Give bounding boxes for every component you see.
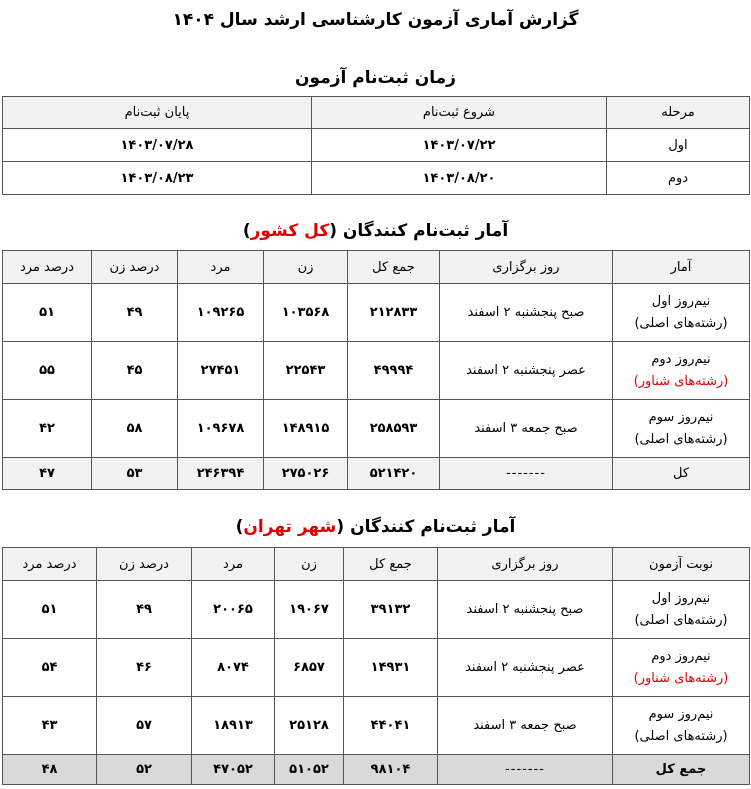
- table-row: [3, 162, 750, 195]
- header-stat: آمار: [613, 251, 750, 284]
- day-cell: عصر پنجشنبه ۲ اسفند: [438, 639, 613, 697]
- stage-cell: اول: [607, 129, 750, 162]
- female-cell: ۲۷۵۰۲۶: [264, 458, 348, 490]
- group-label: (رشته‌های اصلی): [634, 728, 728, 744]
- header-end: پایان ثبت‌نام: [3, 97, 312, 129]
- female-pct-cell: ۴۹: [97, 581, 192, 639]
- total-row: [3, 458, 750, 490]
- tehran-header-row: [3, 548, 750, 581]
- total-cell: ۴۹۹۹۴: [348, 342, 440, 400]
- table-row: [3, 400, 750, 458]
- day-cell: صبح پنجشنبه ۲ اسفند: [440, 284, 613, 342]
- female-cell: ۶۸۵۷: [275, 639, 344, 697]
- header-female: زن: [264, 251, 348, 284]
- table-row: [3, 639, 750, 697]
- group-label: (رشته‌های اصلی): [634, 431, 728, 447]
- tehran-title-highlight: شهر تهران: [243, 517, 337, 537]
- session-label: نیم‌روز اول: [651, 293, 711, 309]
- session-label: نیم‌روز دوم: [651, 351, 711, 367]
- group-label: (رشته‌های شناور): [633, 670, 729, 686]
- total-cell: ۱۴۹۳۱: [344, 639, 438, 697]
- total-cell: ۲۱۲۸۳۳: [348, 284, 440, 342]
- total-cell: ۲۵۸۵۹۳: [348, 400, 440, 458]
- header-stage: مرحله: [607, 97, 750, 129]
- male-pct-cell: ۵۴: [3, 639, 97, 697]
- total-cell: ۵۲۱۴۲۰: [348, 458, 440, 490]
- table-row: [3, 697, 750, 755]
- male-cell: ۱۸۹۱۳: [192, 697, 275, 755]
- national-title-highlight: کل کشور: [250, 221, 330, 241]
- session-cell: [613, 697, 750, 755]
- start-date-cell: ۱۴۰۳/۰۸/۲۰: [312, 162, 607, 195]
- female-pct-cell: ۵۷: [97, 697, 192, 755]
- national-title: [0, 219, 751, 243]
- tehran-title-prefix: آمار ثبت‌نام کنندگان (: [336, 517, 516, 537]
- female-pct-cell: ۵۲: [97, 755, 192, 785]
- female-cell: ۵۱۰۵۲: [275, 755, 344, 785]
- female-cell: ۱۴۸۹۱۵: [264, 400, 348, 458]
- session-cell: [613, 342, 750, 400]
- male-pct-cell: ۴۸: [3, 755, 97, 785]
- day-cell: -------: [438, 755, 613, 785]
- national-title-prefix: آمار ثبت‌نام کنندگان (: [329, 221, 509, 241]
- header-total: جمع کل: [344, 548, 438, 581]
- day-cell: صبح جمعه ۳ اسفند: [438, 697, 613, 755]
- national-title-suffix: ): [242, 221, 251, 241]
- table-row: [3, 129, 750, 162]
- session-cell: [613, 639, 750, 697]
- male-cell: ۲۰۰۶۵: [192, 581, 275, 639]
- female-cell: ۱۹۰۶۷: [275, 581, 344, 639]
- table-row: [3, 342, 750, 400]
- total-cell: ۳۹۱۳۲: [344, 581, 438, 639]
- male-pct-cell: ۵۱: [3, 581, 97, 639]
- session-cell: [613, 284, 750, 342]
- session-label: نیم‌روز دوم: [651, 648, 711, 664]
- stage-cell: دوم: [607, 162, 750, 195]
- end-date-cell: ۱۴۰۳/۰۸/۲۳: [3, 162, 312, 195]
- header-total: جمع کل: [348, 251, 440, 284]
- start-date-cell: ۱۴۰۳/۰۷/۲۲: [312, 129, 607, 162]
- male-pct-cell: ۴۳: [3, 697, 97, 755]
- day-cell: صبح پنجشنبه ۲ اسفند: [438, 581, 613, 639]
- total-label-cell: کل: [613, 458, 750, 490]
- tehran-stats-table: [2, 547, 750, 785]
- session-cell: [613, 581, 750, 639]
- table-row: [3, 284, 750, 342]
- total-row: [3, 755, 750, 785]
- national-header-row: [3, 251, 750, 284]
- header-male-pct: درصد مرد: [3, 251, 92, 284]
- female-pct-cell: ۵۸: [92, 400, 178, 458]
- session-label: نیم‌روز اول: [651, 590, 711, 606]
- male-cell: ۴۷۰۵۲: [192, 755, 275, 785]
- header-male: مرد: [178, 251, 264, 284]
- male-pct-cell: ۴۲: [3, 400, 92, 458]
- female-cell: ۲۵۱۲۸: [275, 697, 344, 755]
- female-pct-cell: ۴۹: [92, 284, 178, 342]
- session-cell: [613, 400, 750, 458]
- female-cell: ۱۰۳۵۶۸: [264, 284, 348, 342]
- header-day: روز برگزاری: [438, 548, 613, 581]
- session-label: نیم‌روز سوم: [648, 409, 714, 425]
- header-female-pct: درصد زن: [97, 548, 192, 581]
- registration-header-row: [3, 97, 750, 129]
- male-pct-cell: ۵۵: [3, 342, 92, 400]
- page-title: گزارش آماری آزمون کارشناسی ارشد سال ۱۴۰۴: [172, 10, 579, 30]
- header-female-pct: درصد زن: [92, 251, 178, 284]
- group-label: (رشته‌های اصلی): [634, 315, 728, 331]
- female-cell: ۲۲۵۴۳: [264, 342, 348, 400]
- male-cell: ۱۰۹۶۷۸: [178, 400, 264, 458]
- header-session: نوبت آزمون: [613, 548, 750, 581]
- header-day: روز برگزاری: [440, 251, 613, 284]
- male-cell: ۸۰۷۴: [192, 639, 275, 697]
- header-start: شروع ثبت‌نام: [312, 97, 607, 129]
- registration-title: زمان ثبت‌نام آزمون: [295, 68, 456, 88]
- total-cell: ۹۸۱۰۴: [344, 755, 438, 785]
- group-label: (رشته‌های اصلی): [634, 612, 728, 628]
- end-date-cell: ۱۴۰۳/۰۷/۲۸: [3, 129, 312, 162]
- day-cell: عصر پنجشنبه ۲ اسفند: [440, 342, 613, 400]
- national-stats-table: [2, 250, 750, 490]
- day-cell: صبح جمعه ۳ اسفند: [440, 400, 613, 458]
- header-female: زن: [275, 548, 344, 581]
- tehran-title: [0, 515, 751, 539]
- male-cell: ۱۰۹۲۶۵: [178, 284, 264, 342]
- table-row: [3, 581, 750, 639]
- female-pct-cell: ۵۳: [92, 458, 178, 490]
- header-male: مرد: [192, 548, 275, 581]
- registration-table: [2, 96, 750, 195]
- female-pct-cell: ۴۶: [97, 639, 192, 697]
- group-label: (رشته‌های شناور): [633, 373, 729, 389]
- total-cell: ۴۴۰۴۱: [344, 697, 438, 755]
- day-cell: -------: [440, 458, 613, 490]
- male-pct-cell: ۵۱: [3, 284, 92, 342]
- male-cell: ۲۴۶۳۹۴: [178, 458, 264, 490]
- session-label: نیم‌روز سوم: [648, 706, 714, 722]
- header-male-pct: درصد مرد: [3, 548, 97, 581]
- total-label-cell: جمع کل: [613, 755, 750, 785]
- female-pct-cell: ۴۵: [92, 342, 178, 400]
- male-cell: ۲۷۴۵۱: [178, 342, 264, 400]
- male-pct-cell: ۴۷: [3, 458, 92, 490]
- tehran-title-suffix: ): [235, 517, 244, 537]
